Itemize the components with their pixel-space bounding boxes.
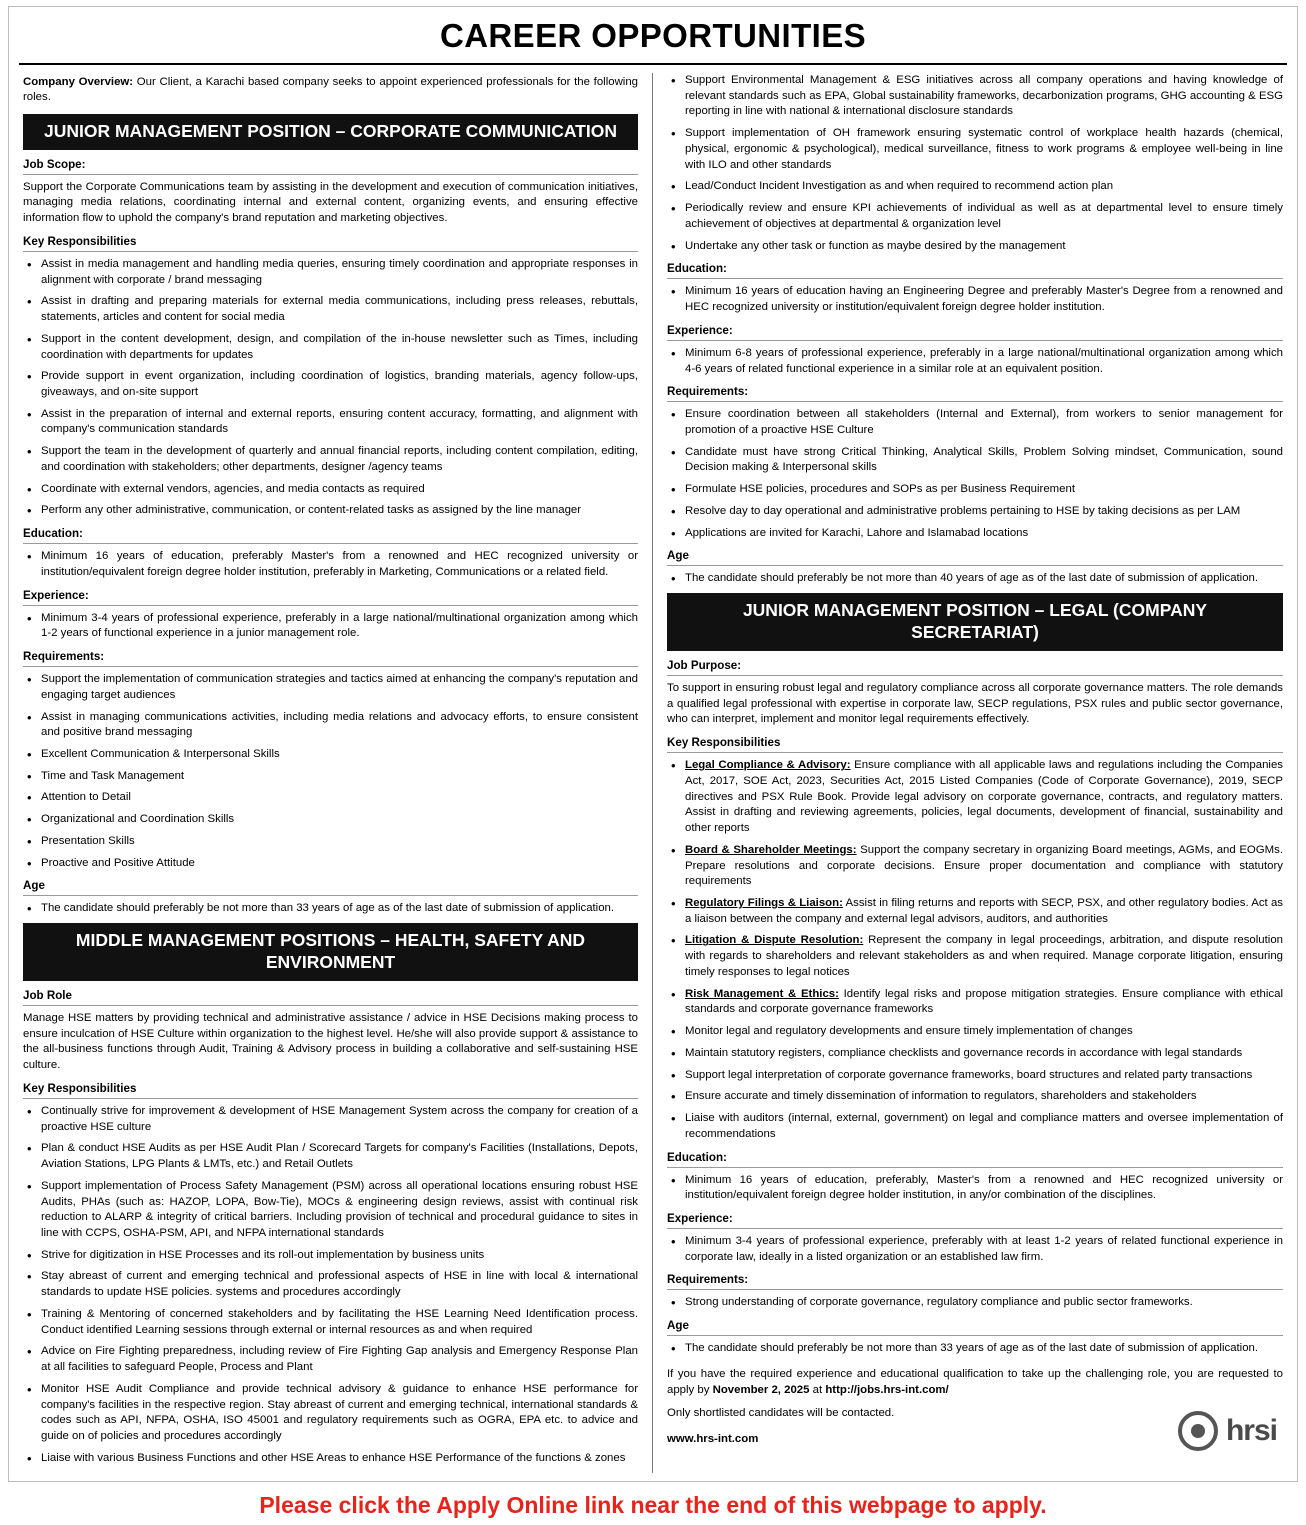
apply-instruction — [667, 1367, 1283, 1399]
job1-requirements-head: Requirements: — [23, 650, 105, 664]
list-item-text: Support the company secretary in organizing Board meetings, AGMs, and EOGMs. Prepare resolutions and corporate decisions. Ensure proper documentation and compliance with statutory requirements — [685, 843, 1283, 888]
list-item: • Perform any other administrative, communication, or content-related tasks as assigned by the line manager — [39, 503, 638, 519]
list-item: • Support Environmental Management & ESG initiatives across all company operations and having knowledge of relevant standards such as EPA, Global sustainability frameworks, decarbonization programs, GHG accounting & ESG reporting in line with national & international disclosure standards — [683, 73, 1283, 120]
list-item: • Candidate must have strong Critical Thinking, Analytical Skills, Problem Solving mindset, Communication, sound Decision making & Interpersonal skills — [683, 445, 1283, 476]
hrsi-logo-text: hrsi — [1225, 1413, 1277, 1447]
list-item-lead: Regulatory Filings & Liaison: — [685, 896, 843, 909]
list-item: • Support implementation of Process Safety Management (PSM) across all operational locations ensuring robust HSE Audits, PHAs (such as: HAZOP, LOPA, Bow-Tie), MOCs & engineering design reviews, assist with continual risk reduction to ALARP & integrity of critical barriers. Including provision of technical and procedural guidance to sites in line with CCPS, OSHA-PSM, API, and NFPA international standards — [39, 1179, 638, 1242]
list-item: • The candidate should preferably be not more than 40 years of age as of the last date of submission of application. — [683, 571, 1283, 587]
list-item: • Undertake any other task or function as maybe desired by the management — [683, 239, 1283, 255]
list-item: • Proactive and Positive Attitude — [39, 856, 638, 872]
list-item: • The candidate should preferably be not more than 33 years of age as of the last date of submission of application. — [39, 901, 638, 917]
list-item — [683, 1046, 1283, 1062]
hrsi-logo-icon — [1178, 1411, 1218, 1451]
apply-url[interactable]: http://jobs.hrs-int.com/ — [825, 1383, 949, 1396]
list-item: • Excellent Communication & Interpersonal Skills — [39, 747, 638, 763]
list-item: • Assist in managing communications activities, including media relations and advocacy efforts, to ensure consistent and positive brand messaging — [39, 710, 638, 741]
job2-resp-head: Key Responsibilities — [23, 1081, 137, 1095]
list-item: • Advice on Fire Fighting preparedness, including review of Fire Fighting Gap analysis and Emergency Response Plan at all facilities to safeguard People, Process and Plant — [39, 1344, 638, 1375]
divider — [23, 174, 638, 175]
list-item: • Attention to Detail — [39, 790, 638, 806]
job2-title: MIDDLE MANAGEMENT POSITIONS – HEALTH, SAFETY AND ENVIRONMENT — [23, 923, 638, 981]
job3-purpose-head: Job Purpose: — [667, 658, 742, 672]
job3-education — [667, 1173, 1283, 1204]
list-item: • Support the implementation of communication strategies and tactics aimed at enhancing the company's reputation and engaging target audiences — [39, 672, 638, 703]
ad-sheet — [8, 6, 1298, 1482]
list-item-text: Maintain statutory registers, compliance checklists and governance records in accordance with legal standards — [685, 1046, 1243, 1059]
list-item — [683, 987, 1283, 1018]
list-item: • Coordinate with external vendors, agencies, and media contacts as required — [39, 482, 638, 498]
list-item-lead: Litigation & Dispute Resolution: — [685, 934, 864, 947]
list-item-text: Represent the company in legal proceedings, arbitration, and dispute resolution with regards to shareholders and relevant stakeholders as and when required. Manage corporate litigation, ensuring timely responses to legal notices — [685, 934, 1283, 978]
job3-age — [667, 1341, 1283, 1357]
list-item — [683, 1068, 1283, 1084]
company-overview — [23, 75, 638, 106]
list-item-text: Support legal interpretation of corporate governance frameworks, board structures and related party transactions — [685, 1068, 1253, 1081]
list-item-lead: Risk Management & Ethics: — [685, 987, 839, 1000]
divider — [23, 666, 638, 667]
list-item: • The candidate should preferably be not more than 33 years of age as of the last date of submission of application. — [683, 1341, 1283, 1357]
job3-age-head: Age — [667, 1319, 689, 1333]
job1-experience-head: Experience: — [23, 588, 89, 602]
list-item: • Monitor HSE Audit Compliance and provide technical advisory & guidance to enhance HSE performance for company's facilities in the respective region. Stay abreast of current and emerging technical, international standards & codes such as API, NFPA, OSHA, ISO 45001 and regulatory requirements such as OGRA, EPA etc. to advice and guide on of policies and procedures accordingly — [39, 1382, 638, 1445]
job1-experience — [23, 611, 638, 642]
divider — [667, 401, 1283, 402]
job3-requirements — [667, 1295, 1283, 1311]
list-item: • Minimum 3-4 years of professional experience, preferably with at least 1-2 years of related functional experience in corporate law, ideally in a listed organization or an established law firm. — [683, 1234, 1283, 1265]
divider — [667, 565, 1283, 566]
job3-responsibilities — [667, 758, 1283, 1142]
job3-purpose-text: To support in ensuring robust legal and regulatory compliance across all corporate governance matters. The role demands a qualified legal professional with expertise in corporate law, SECP regulations, PSX rules and public sector governance, who can interpret, implement and monitor legal requirements effectively. — [667, 681, 1283, 726]
list-item — [683, 843, 1283, 890]
divider — [23, 605, 638, 606]
right-column — [653, 73, 1287, 1473]
list-item: • Resolve day to day operational and administrative problems pertaining to HSE by taking decisions as per LAM — [683, 504, 1283, 520]
list-item: • Minimum 16 years of education, preferably, Master's from a renowned and HEC recognized university or institution/equivalent foreign degree holder institution, in any/or combination of the disciplines. — [683, 1173, 1283, 1204]
divider — [667, 752, 1283, 753]
list-item-text: Ensure compliance with all applicable laws and regulations including the Companies Act, 2017, SOE Act, 2023, Securities Act, 2015 Listed Companies (Code of Corporate Governance), 2019, SECP directives and PSX Rule Book. Provide legal advisory on corporate governance, contracts, and regulatory matters. Assist in drafting and reviewing agreements, policies, legal documents, development of financial, sustainability and other reports — [685, 759, 1283, 835]
list-item: • Plan & conduct HSE Audits as per HSE Audit Plan / Scorecard Targets for company's Facilities (Installations, Depots, Aviation Stations, LPG Plants & LMTs, etc.) and Retail Outlets — [39, 1141, 638, 1172]
list-item: • Continually strive for improvement & development of HSE Management System across the company for creation of a proactive HSE culture — [39, 1104, 638, 1135]
list-item: • Stay abreast of current and emerging technical and professional aspects of HSE in line with local & international standards to update HSE policies. systems and procedures accordingly — [39, 1269, 638, 1300]
job2-responsibilities-part1 — [23, 1104, 638, 1467]
shortlist-note: Only shortlisted candidates will be contacted. — [667, 1406, 895, 1419]
job2-education-head: Education: — [667, 262, 727, 276]
list-item — [683, 758, 1283, 837]
job2-age-head: Age — [667, 549, 689, 563]
list-item — [683, 1024, 1283, 1040]
list-item-lead: Board & Shareholder Meetings: — [685, 843, 857, 856]
list-item-lead: Legal Compliance & Advisory: — [685, 759, 851, 772]
list-item: • Liaise with various Business Functions and other HSE Areas to enhance HSE Performance of the functions & zones — [39, 1451, 638, 1467]
job3-education-head: Education: — [667, 1150, 727, 1164]
list-item: • Presentation Skills — [39, 834, 638, 850]
job2-age — [667, 571, 1283, 587]
list-item: • Organizational and Coordination Skills — [39, 812, 638, 828]
divider — [23, 1098, 638, 1099]
list-item: • Training & Mentoring of concerned stakeholders and by facilitating the HSE Learning Need Identification process. Conduct identified Learning sessions through external or internal resources as and when required — [39, 1307, 638, 1338]
job2-education — [667, 284, 1283, 315]
page-title: CAREER OPPORTUNITIES — [19, 13, 1287, 65]
company-overview-text: Our Client, a Karachi based company seeks to appoint experienced professionals for the following roles. — [23, 76, 638, 104]
job1-responsibilities — [23, 257, 638, 519]
job2-role-text: Manage HSE matters by providing technical and administrative assistance / advice in HSE Decisions making process to ensure inculcation of HSE Culture within organization to the highest level. He/she will also provide support & assistance to the all-business functions through Audit, Training & Advisory process in building a collaborative and self-sustaining HSE culture. — [23, 1011, 638, 1072]
list-item: • Strong understanding of corporate governance, regulatory compliance and public sector frameworks. — [683, 1295, 1283, 1311]
divider — [23, 1005, 638, 1006]
apply-deadline: November 2, 2025 — [712, 1383, 810, 1396]
apply-prefix: If you have the required experience and educational qualification to take up the challenging role, you are requested to apply by — [667, 1367, 1283, 1396]
divider — [667, 340, 1283, 341]
apply-mid: at — [809, 1383, 826, 1396]
job1-age-head: Age — [23, 879, 45, 893]
list-item — [683, 896, 1283, 927]
list-item — [683, 1089, 1283, 1105]
list-item: • Support the team in the development of quarterly and annual financial reports, including content compilation, editing, and coordination with stakeholders; other departments, designer /agency teams — [39, 444, 638, 475]
list-item: • Assist in media management and handling media queries, ensuring timely coordination and appropriate responses in alignment with corporate / brand messaging — [39, 257, 638, 288]
list-item: • Lead/Conduct Incident Investigation as and when required to recommend action plan — [683, 179, 1283, 195]
list-item: • Support in the content development, design, and compilation of the in-house newsletter such as Times, including coordination with departments for updates — [39, 332, 638, 363]
job3-resp-head: Key Responsibilities — [667, 736, 781, 750]
list-item — [683, 1111, 1283, 1142]
divider — [667, 1335, 1283, 1336]
list-item: • Time and Task Management — [39, 769, 638, 785]
hrsi-logo — [1178, 1411, 1277, 1451]
job2-experience-head: Experience: — [667, 323, 733, 337]
list-item — [683, 933, 1283, 980]
list-item: • Periodically review and ensure KPI achievements of individual as well as at departmental level to ensure timely achievement of objectives at departmental & organization level — [683, 201, 1283, 232]
list-item-text: Monitor legal and regulatory developments and ensure timely implementation of changes — [685, 1025, 1133, 1038]
list-item: • Strive for digitization in HSE Processes and its roll-out implementation by business units — [39, 1248, 638, 1264]
list-item-text: Liaise with auditors (internal, external, government) on legal and compliance matters and oversee implementation of recommendations — [685, 1112, 1283, 1140]
list-item: • Minimum 16 years of education having an Engineering Degree and preferably Master's Degree from a renowned and HEC recognized university or institution/equivalent foreign degree holder institution. — [683, 284, 1283, 315]
job2-requirements — [667, 407, 1283, 541]
list-item: • Minimum 16 years of education, preferably Master's from a renowned and HEC recognized university or institution/equivalent foreign degree holder institution, preferably in Marketing, Communications or a related field. — [39, 549, 638, 580]
list-item: • Ensure coordination between all stakeholders (Internal and External), from workers to senior management for promotion of a proactive HSE Culture — [683, 407, 1283, 438]
job2-responsibilities-part2 — [667, 73, 1283, 254]
list-item: • Applications are invited for Karachi, Lahore and Islamabad locations — [683, 526, 1283, 542]
list-item: • Support implementation of OH framework ensuring systematic control of workplace health hazards (chemical, physical, ergonomic & psychological), medical surveillance, fitness to work programs & employee well-being in line with ILO and other standards — [683, 126, 1283, 173]
two-column-layout — [19, 73, 1287, 1473]
list-item: • Assist in the preparation of internal and external reports, ensuring content accuracy, formatting, and alignment with company's communication standards — [39, 407, 638, 438]
job1-title: JUNIOR MANAGEMENT POSITION – CORPORATE COMMUNICATION — [23, 114, 638, 150]
job1-resp-head: Key Responsibilities — [23, 234, 137, 248]
job1-scope-head: Job Scope: — [23, 157, 86, 171]
left-column — [19, 73, 653, 1473]
divider — [667, 278, 1283, 279]
list-item-text: Identify legal risks and propose mitigation strategies. Ensure compliance with ethical standards and corporate governance frameworks — [685, 987, 1283, 1016]
job3-experience — [667, 1234, 1283, 1265]
divider — [667, 1228, 1283, 1229]
company-website[interactable]: www.hrs-int.com — [667, 1432, 759, 1445]
apply-online-note: Please click the Apply Online link near the end of this webpage to apply. — [259, 1491, 1047, 1518]
list-item-text: Ensure accurate and timely dissemination of information to regulators, shareholders and stakeholders — [685, 1090, 1197, 1103]
job3-experience-head: Experience: — [667, 1212, 733, 1225]
divider — [667, 1167, 1283, 1168]
job3-title: JUNIOR MANAGEMENT POSITION – LEGAL (COMPANY SECRETARIAT) — [667, 593, 1283, 651]
divider — [23, 251, 638, 252]
divider — [667, 1289, 1283, 1290]
divider — [23, 895, 638, 896]
divider — [23, 543, 638, 544]
job1-requirements — [23, 672, 638, 871]
job1-scope-text: Support the Corporate Communications team by assisting in the development and execution of communication initiatives, managing media relations, coordinating internal and external content, organizing events, and ensuring effective information flow to uphold the company's brand reputation and marketing objectives. — [23, 180, 638, 225]
list-item: • Minimum 6-8 years of professional experience, preferably in a large national/multinational organization among which 4-6 years of related functional experience in a similar role at an equivalent position. — [683, 346, 1283, 377]
job1-education-head: Education: — [23, 527, 83, 541]
job3-requirements-head: Requirements: — [667, 1273, 749, 1287]
list-item: • Provide support in event organization, including coordination of logistics, branding materials, agency follow-ups, giveaways, and on-site support — [39, 369, 638, 400]
job2-experience — [667, 346, 1283, 377]
list-item: • Assist in drafting and preparing materials for external media communications, including press releases, rebuttals, statements, articles and content for social media — [39, 294, 638, 325]
list-item-text: Assist in filing returns and reports with SECP, PSX, and other regulatory bodies. Act as a liaison between the company and external legal advisors, auditors, and authorities — [685, 896, 1283, 925]
job2-role-head: Job Role — [23, 988, 72, 1002]
job2-requirements-head: Requirements: — [667, 385, 749, 399]
job1-education — [23, 549, 638, 580]
company-overview-label: Company Overview: — [23, 76, 134, 88]
divider — [667, 675, 1283, 676]
job1-age — [23, 901, 638, 917]
list-item: • Minimum 3-4 years of professional experience, preferably in a large national/multinational organization among which 1-2 years of functional experience in a junior management role. — [39, 611, 638, 642]
list-item: • Formulate HSE policies, procedures and SOPs as per Business Requirement — [683, 482, 1283, 498]
